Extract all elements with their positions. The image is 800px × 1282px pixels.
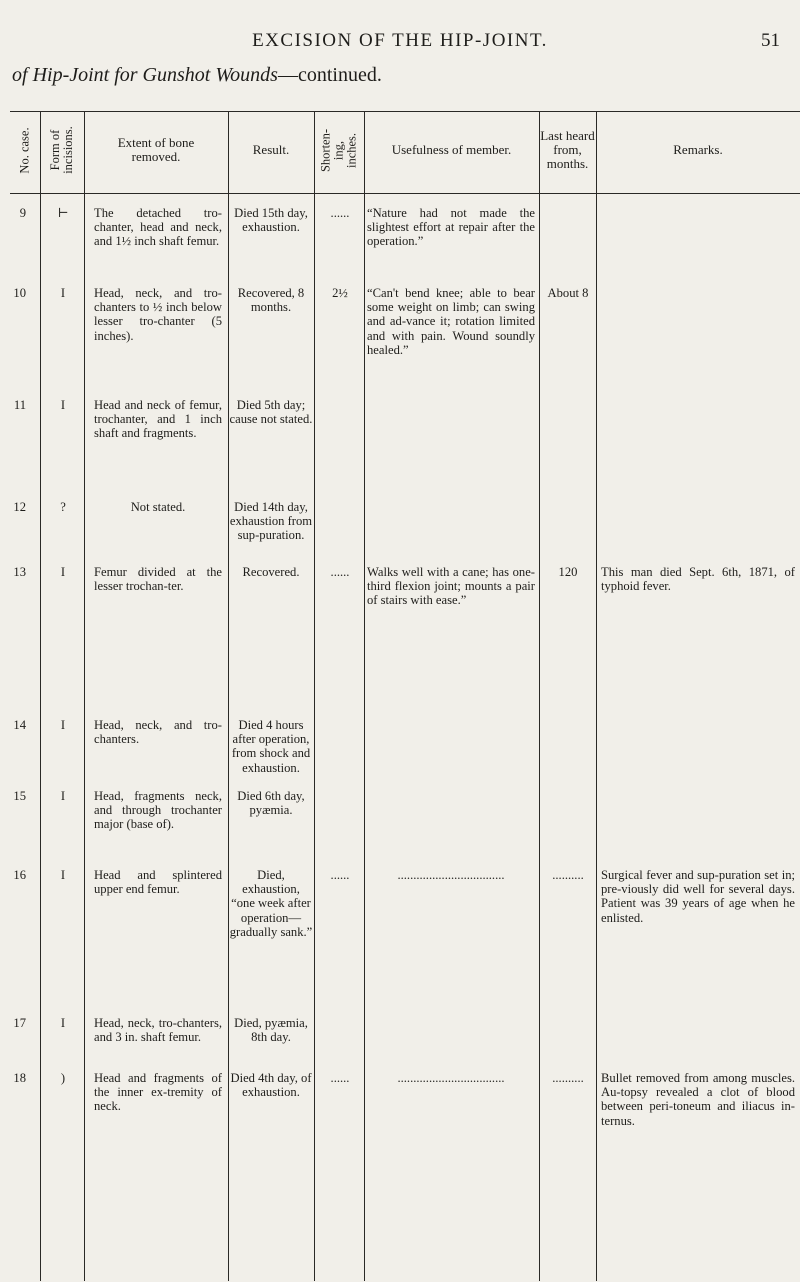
case-number: 12 [13, 500, 26, 514]
subtitle-italic: Hip-Joint for Gunshot Wounds [32, 64, 278, 86]
extent-text: The detached tro-chanter, head and neck, and 1½ inch shaft femur. [94, 206, 222, 249]
column-divider [84, 111, 85, 1281]
column-divider [539, 111, 540, 1281]
case-number: 17 [13, 1016, 26, 1030]
usefulness-text: Walks well with a cane; has one-third flexion joint; mounts a pair of stairs with ease.” [367, 565, 535, 608]
shortening-value: ...... [330, 206, 350, 220]
extent-text: Femur divided at the lesser trochan-ter. [94, 565, 222, 594]
shortening-value: 2½ [332, 286, 348, 300]
remarks-text: Bullet removed from among muscles. Au-topsy revealed a clot of blood between peri-toneum and iliacus in-ternus. [601, 1071, 795, 1128]
extent-text: Head, fragments neck, and through trochanter major (base of). [94, 789, 222, 832]
result-text: Died 6th day, pyæmia. [237, 789, 305, 818]
result-text: Died 5th day; cause not stated. [229, 398, 313, 427]
shortening-value: ...... [330, 565, 350, 579]
incision-form: I [60, 1016, 66, 1030]
result-text: Died 14th day, exhaustion from sup-puration. [229, 500, 313, 543]
result-text: Died 4 hours after operation, from shock and exhaustion. [231, 718, 311, 775]
remarks-text: Surgical fever and sup-puration set in; pre-viously did well for several days. Patient was 39 years of age when he enlisted. [601, 868, 795, 925]
incision-form: I [60, 789, 66, 803]
case-number: 16 [13, 868, 26, 882]
column-divider [364, 111, 365, 1281]
result-text: Died 15th day, exhaustion. [234, 206, 308, 235]
usefulness-text: .................................. [397, 1071, 505, 1085]
incision-form: I [60, 398, 66, 412]
usefulness-text: .................................. [397, 868, 505, 882]
result-text: Died 4th day, of exhaustion. [230, 1071, 312, 1100]
last-heard-value: .......... [552, 1071, 584, 1085]
header-last-heard: Last heard from, months. [540, 128, 595, 171]
header-result: Result. [252, 142, 290, 157]
remarks-text: This man died Sept. 6th, 1871, of typhoid fever. [601, 565, 795, 594]
header-remarks: Remarks. [673, 142, 723, 157]
result-text: Died, exhaustion, “one week after operation— gradually sank.” [229, 868, 313, 939]
incision-form: I [60, 868, 66, 882]
shortening-value: ...... [330, 1071, 350, 1085]
header-shortening: Shorten-ing, inches. [318, 128, 359, 172]
header-usefulness: Usefulness of member. [391, 142, 512, 157]
incision-form: ? [60, 500, 66, 514]
last-heard-value: 120 [558, 565, 578, 579]
subtitle-prefix: of [12, 64, 33, 86]
result-text: Died, pyæmia, 8th day. [234, 1016, 308, 1045]
case-number: 10 [13, 286, 26, 300]
case-number: 15 [13, 789, 26, 803]
column-divider [596, 111, 597, 1281]
header-form-of-incisions: Form of incisions. [48, 126, 76, 174]
extent-text: Head, neck, tro-chanters, and 3 in. shaft femur. [94, 1016, 222, 1045]
usefulness-text: “Nature had not made the slightest effort at repair after the operation.” [367, 206, 535, 249]
incision-form: I [60, 286, 66, 300]
last-heard-value: About 8 [547, 286, 589, 300]
case-number: 18 [13, 1071, 26, 1085]
table-subtitle [12, 64, 382, 87]
extent-text: Head and fragments of the inner ex-tremity of neck. [94, 1071, 222, 1114]
incision-form: I [60, 565, 66, 579]
column-divider [314, 111, 315, 1281]
case-number: 9 [19, 206, 26, 220]
extent-text: Head, neck, and tro-chanters. [94, 718, 222, 747]
shortening-value: ...... [330, 868, 350, 882]
result-text: Recovered, 8 months. [237, 286, 305, 315]
case-number: 11 [13, 398, 26, 412]
page-number: 51 [761, 30, 780, 51]
extent-text: Head and neck of femur, trochanter, and 1 inch shaft and fragments. [94, 398, 222, 441]
header-bottom-rule [10, 193, 800, 194]
extent-text: Head and splintered upper end femur. [94, 868, 222, 897]
column-divider [40, 111, 41, 1281]
incision-form: ) [60, 1071, 66, 1085]
extent-text: Not stated. [130, 500, 186, 514]
running-title: EXCISION OF THE HIP-JOINT. [252, 30, 548, 51]
header-extent: Extent of bone removed. [117, 135, 195, 164]
case-number: 14 [13, 718, 26, 732]
last-heard-value: .......... [552, 868, 584, 882]
incision-form: ⊢ [57, 206, 69, 220]
result-text: Recovered. [242, 565, 300, 579]
extent-text: Head, neck, and tro-chanters to ½ inch below lesser tro-chanter (5 inches). [94, 286, 222, 343]
header-no-case: No. case. [17, 126, 32, 174]
subtitle-suffix: —continued. [277, 64, 382, 86]
usefulness-text: “Can't bend knee; able to bear some weight on limb; can swing and ad-vance it; rotation limited and with pain. Wound soundly healed.” [367, 286, 535, 357]
incision-form: I [60, 718, 66, 732]
table-top-rule [10, 111, 800, 112]
case-number: 13 [13, 565, 26, 579]
